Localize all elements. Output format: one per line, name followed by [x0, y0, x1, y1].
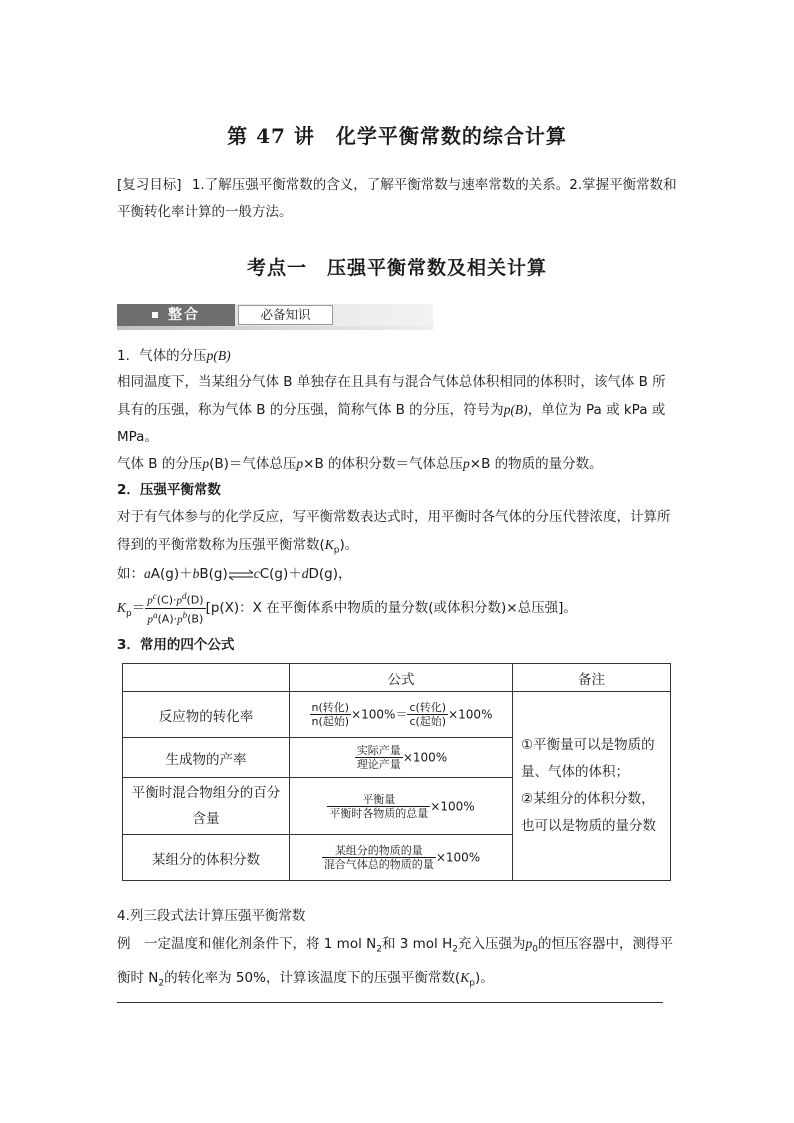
banner-underline [117, 326, 433, 330]
note-line: 量、气体的体积； [521, 764, 629, 780]
row-name: 某组分的体积分数 [123, 835, 290, 881]
table-header-row [123, 664, 671, 692]
banner-tag-knowledge: 必备知识 [238, 305, 333, 325]
section-title: 考点一 压强平衡常数及相关计算 [246, 257, 547, 279]
partial-pressure-heading [117, 342, 679, 370]
row-name: 反应物的转化率 [123, 692, 290, 738]
kp-note: [p(X)：X 在平衡体系中物质的量分数(或体积分数)×总压强]。 [205, 600, 577, 617]
row-formula [290, 778, 513, 835]
banner-tag-integrate-label: 整合 [168, 307, 200, 323]
banner-tag-integrate [117, 304, 235, 326]
formulas-heading: 3．常用的四个公式 [117, 637, 235, 653]
fraction-denominator: 理论产量 [356, 758, 401, 771]
percent-suffix: ×100% [402, 750, 448, 765]
definition-tail: ，单位为 Pa 或 kPa 或 MPa。 [117, 402, 666, 445]
fraction-numerator: 实际产量 [356, 744, 401, 757]
partial-pressure-formula: 气体 B 的分压p(B)＝气体总压p×B 的体积分数＝气体总压p×B 的物质的量分数。 [117, 456, 603, 472]
formula-fraction [355, 744, 403, 771]
formula-text-c: ×B 的体积分数＝气体总压 [303, 456, 464, 472]
reaction-example-label: 如： [117, 566, 144, 582]
note-line: 也可以是物质的量分数 [521, 818, 656, 834]
equilibrium-arrow-icon [228, 567, 254, 581]
formula-fraction [310, 701, 352, 728]
fraction-denominator: 平衡时各物质的总量 [329, 806, 429, 820]
example-text: 的转化率为 50%，计算该温度下的压强平衡常数( [164, 969, 461, 986]
header-cell: 公式 [290, 664, 513, 692]
reaction-example: 如：aA(g)＋bB(g) cC(g)＋dD(g)， [117, 566, 352, 582]
header-cell [123, 664, 290, 692]
square-bullet-icon [152, 312, 158, 318]
partial-pressure-definition [117, 369, 679, 451]
percent-suffix: ×100% [435, 850, 481, 865]
formula-text-a: 气体 B 的分压 [117, 456, 203, 472]
formula-fraction [327, 793, 430, 820]
example-text: 例 一定温度和催化剂条件下，将 1 mol N [117, 936, 377, 952]
heading-var: p(B) [206, 348, 231, 363]
row-formula [290, 835, 513, 881]
fraction-numerator: 平衡量 [327, 793, 430, 807]
example-text: 的恒压容器中，测得平衡时 N [117, 936, 673, 986]
kp-fraction: $\frac{p^c(C)\cdot p^d(D)}{p^a(A)\cdot p^b(B)}$ [147, 591, 204, 626]
review-objective [117, 172, 687, 226]
formula-text-d: ×B 的物质的量分数。 [469, 456, 603, 472]
note-line: ②某组分的体积分数， [521, 791, 655, 807]
row-name: 平衡时混合物组分的百分含量 [123, 778, 290, 835]
percent-suffix: ×100% [351, 707, 396, 722]
notes-cell [513, 692, 671, 881]
formula-text-b: (B)＝气体总压 [209, 456, 297, 472]
header-cell: 备注 [513, 664, 671, 692]
kp-definition-tail: )。 [339, 537, 359, 553]
definition-var: p(B) [503, 402, 528, 417]
formulas-table [122, 663, 671, 881]
page-title: 第 47 讲 化学平衡常数的综合计算 [227, 124, 567, 148]
percent-suffix: ×100% [430, 799, 475, 813]
row-name: 生成物的产率 [123, 738, 290, 778]
kp-expression: $K_p=$ $\frac{p^c(C)\cdot p^d(D)}{p^a(A)\cdot p^b(B)}$ [p(X)：X 在平衡体系中物质的量分数(或体积分数)×总压强]。 [117, 591, 577, 626]
definition-text: 相同温度下，当某组分气体 B 单独存在且具有与混合气体总体积相同的体积时，该气体 B 所具有的压强，称为气体 B 的分压强，简称气体 B 的分压，符号为 [117, 374, 666, 418]
example-text: )。 [474, 969, 494, 986]
formula-fraction [407, 701, 448, 728]
section-banner [117, 304, 433, 330]
fraction-numerator: c(转化) [409, 701, 447, 714]
row-formula: $\frac{\text{n(转化)}}{\text{n(起始)}}$ ×100%＝ $\frac{\text{c(转化)}}{\text{c(起始)}}$ ×100% [290, 692, 513, 738]
fraction-denominator: 混合气体总的物质的量 [323, 858, 434, 871]
worked-example: 例 一定温度和催化剂条件下，将 1 mol $N_2$和 3 mol $H_2$充入压强为$p_0$的恒压容器中，测得平衡时 $N_2$的转化率为 50%，计算该温度下的压强平衡常数$(K_p)$。 [117, 936, 673, 989]
fraction-denominator: c(起始) [409, 715, 447, 728]
fraction-numerator: 某组分的物质的量 [322, 844, 436, 858]
heading-text: 1．气体的分压 [117, 348, 207, 364]
answer-line [117, 1002, 663, 1003]
kp-heading: 2．压强平衡常数 [117, 482, 221, 498]
example-text: 和 3 mol H [381, 936, 453, 952]
kp-definition-text: 对于有气体参与的化学反应，写平衡常数表达式时，用平衡时各气体的分压代替浓度，计算所得到的平衡常数称为压强平衡常数( [117, 509, 671, 553]
fraction-denominator: n(起始) [311, 715, 350, 728]
table-row [123, 692, 671, 738]
note-line: ①平衡量可以是物质的 [521, 737, 655, 753]
formula-fraction [322, 844, 436, 871]
three-step-heading: 4.列三段式法计算压强平衡常数 [117, 908, 306, 924]
fraction-numerator: n(转化) [311, 701, 350, 714]
example-text: 充入压强为 [457, 936, 526, 952]
objective-tag: [复习目标] [117, 177, 182, 193]
kp-definition: 对于有气体参与的化学反应，写平衡常数表达式时，用平衡时各气体的分压代替浓度，计算所得到的平衡常数称为压强平衡常数$(K_p)$。 [117, 509, 671, 556]
objective-text: 1.了解压强平衡常数的含义，了解平衡常数与速率常数的关系。2.掌握平衡常数和平衡转化率计算的一般方法。 [117, 177, 677, 220]
percent-suffix: ×100% [448, 707, 493, 722]
row-formula [290, 738, 513, 778]
